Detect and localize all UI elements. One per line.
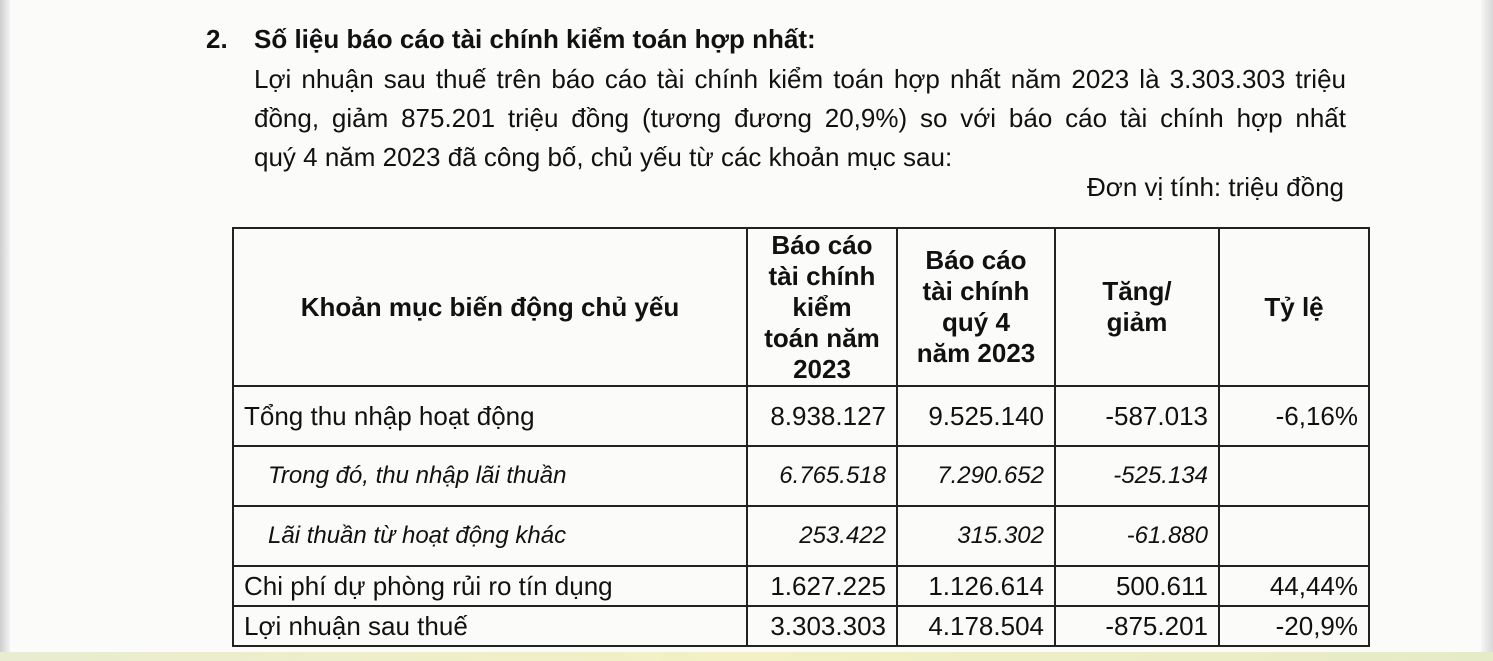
header-audited-line: 2023	[793, 353, 851, 384]
row-ratio: 44,44%	[1219, 566, 1369, 606]
row-change: -61.880	[1055, 506, 1219, 566]
row-label: Trong đó, thu nhập lãi thuần	[233, 446, 747, 506]
header-q4-line: quý 4	[942, 307, 1010, 337]
table-row	[233, 566, 1369, 606]
row-label: Lợi nhuận sau thuế	[233, 606, 747, 646]
row-label: Tổng thu nhập hoạt động	[233, 386, 747, 446]
row-audited: 253.422	[747, 506, 897, 566]
paragraph-line: đồng, giảm 875.201 triệu đồng (tương đương 20,9%) so với báo cáo tài chính hợp nhất	[254, 103, 1346, 133]
row-ratio	[1219, 506, 1369, 566]
table-row	[233, 446, 1369, 506]
table-row	[233, 506, 1369, 566]
row-q4: 315.302	[897, 506, 1055, 566]
row-audited: 3.303.303	[747, 606, 897, 646]
unit-note: Đơn vị tính: triệu đồng	[1087, 172, 1344, 202]
row-audited: 6.765.518	[747, 446, 897, 506]
row-audited: 8.938.127	[747, 386, 897, 446]
header-audited-line: toán năm	[764, 322, 880, 353]
row-audited: 1.627.225	[747, 566, 897, 606]
header-q4	[897, 228, 1055, 386]
row-ratio: -20,9%	[1219, 606, 1369, 646]
row-change: -875.201	[1055, 606, 1219, 646]
header-ratio: Tỷ lệ	[1219, 228, 1369, 386]
header-change-line: giảm	[1106, 307, 1168, 337]
section-heading	[206, 24, 816, 55]
paragraph-line: Lợi nhuận sau thuế trên báo cáo tài chính kiểm toán hợp nhất năm 2023 là 3.303.303 triệu	[254, 64, 1346, 94]
section-number: 2.	[206, 24, 228, 54]
header-q4-line: năm 2023	[916, 338, 1036, 368]
paragraph-line: quý 4 năm 2023 đã công bố, chủ yếu từ các khoản mục sau:	[254, 142, 953, 172]
header-item: Khoản mục biến động chủ yếu	[233, 228, 747, 386]
row-label: Chi phí dự phòng rủi ro tín dụng	[233, 566, 747, 606]
page-left-edge	[0, 0, 10, 661]
header-audited-line: kiểm	[792, 291, 852, 322]
header-change-line: Tăng/	[1102, 276, 1172, 306]
row-q4: 7.290.652	[897, 446, 1055, 506]
table-row	[233, 386, 1369, 446]
row-ratio: -6,16%	[1219, 386, 1369, 446]
header-q4-line: tài chính	[922, 276, 1030, 306]
section-paragraph	[254, 60, 1346, 177]
header-change	[1055, 228, 1219, 386]
header-audited-line: Báo cáo	[771, 229, 873, 260]
header-q4-line: Báo cáo	[925, 245, 1027, 275]
row-change: 500.611	[1055, 566, 1219, 606]
row-label: Lãi thuần từ hoạt động khác	[233, 506, 747, 566]
row-q4: 1.126.614	[897, 566, 1055, 606]
page-bottom-edge	[0, 652, 1493, 661]
row-change: -525.134	[1055, 446, 1219, 506]
header-audited-line: tài chính	[768, 260, 876, 291]
section-title: Số liệu báo cáo tài chính kiểm toán hợp nhất:	[254, 24, 816, 54]
table-row	[233, 606, 1369, 646]
page-right-edge	[1481, 0, 1493, 661]
row-q4: 9.525.140	[897, 386, 1055, 446]
row-change: -587.013	[1055, 386, 1219, 446]
row-q4: 4.178.504	[897, 606, 1055, 646]
table-header-row	[233, 228, 1369, 386]
row-ratio	[1219, 446, 1369, 506]
header-audited	[747, 228, 897, 386]
financial-table	[232, 227, 1370, 647]
